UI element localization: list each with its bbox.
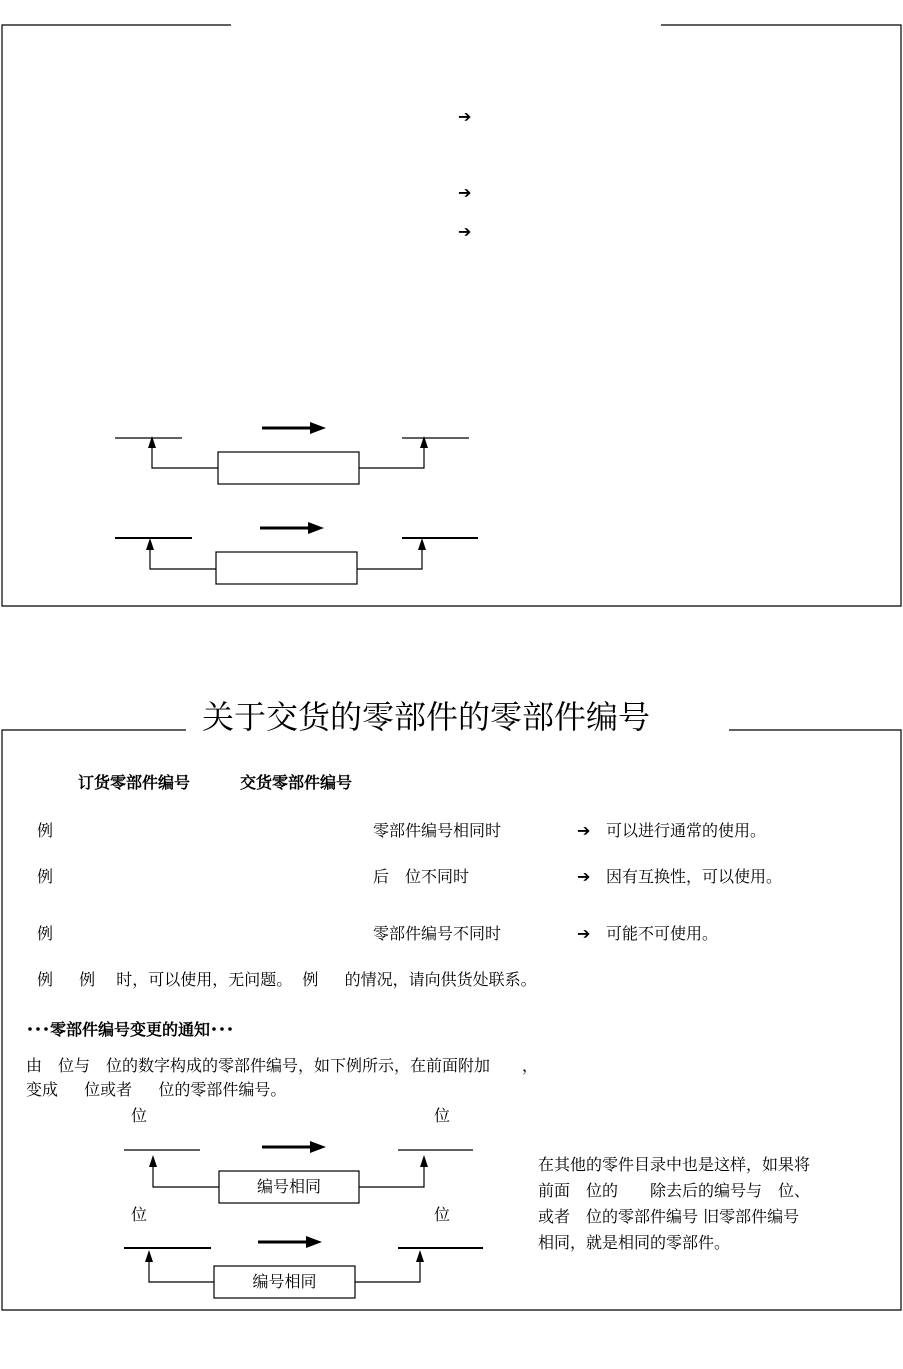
side-note-line: 相同，就是相同的零部件。 [538,1233,731,1252]
up-arrowhead-icon [416,1250,424,1262]
right-arrow-icon: ➔ [577,867,591,886]
right-arrow-icon: ➔ [458,222,472,241]
result-text: 因有互换性，可以使用。 [606,867,783,886]
up-arrowhead-icon [420,1155,428,1167]
example-label: 例 [37,924,54,943]
right-arrowhead-icon [308,522,324,534]
section-title: 关于交货的零部件的零部件编号 [202,698,651,736]
side-note-line: 前面 位的 除去后的编号与 位、 [538,1181,811,1200]
example-label: 例 [37,867,54,886]
section1-diagram-1 [115,438,469,484]
right-arrow-icon: ➔ [458,183,472,202]
right-arrowhead-icon [310,422,326,434]
right-arrow-icon: ➔ [458,107,472,126]
side-note-line: 或者 位的零部件编号 旧零部件编号 [538,1207,800,1226]
side-note-line: 在其他的零件目录中也是这样，如果将 [538,1155,811,1174]
condition-text: 后 位不同时 [373,867,470,886]
up-arrowhead-icon [146,538,154,550]
right-arrowhead-icon [310,1141,326,1153]
digit-label: 位 [434,1106,451,1125]
summary-text: 例 例 时，可以使用，无问题。 例 的情况，请向供货处联系。 [37,970,537,989]
up-arrowhead-icon [149,1155,157,1167]
condition-text: 零部件编号相同时 [373,821,502,840]
header-ordered-part-number: 订货零部件编号 [78,773,191,792]
notice-line-2: 变成 位或者 位的零部件编号。 [26,1080,287,1099]
digit-label: 位 [131,1106,148,1125]
result-text: 可能不可使用。 [606,924,719,943]
digit-label: 位 [131,1205,148,1224]
up-arrowhead-icon [418,538,426,550]
notice-title: ･･･零部件编号变更的通知･･･ [26,1020,235,1039]
digit-label: 位 [434,1205,451,1224]
right-arrowhead-icon [306,1236,322,1248]
notice-line-1: 由 位与 位的数字构成的零部件编号，如下例所示，在前面附加 ， [26,1056,539,1075]
header-delivered-part-number: 交货零部件编号 [240,773,353,792]
section1-frame [2,25,901,606]
example-label: 例 [37,821,54,840]
condition-text: 零部件编号不同时 [373,924,502,943]
same-number-label: 编号相同 [252,1272,317,1291]
right-arrow-icon: ➔ [577,924,591,943]
result-text: 可以进行通常的使用。 [606,821,767,840]
same-number-label: 编号相同 [256,1177,321,1196]
right-arrow-icon: ➔ [577,821,591,840]
up-arrowhead-icon [145,1250,153,1262]
